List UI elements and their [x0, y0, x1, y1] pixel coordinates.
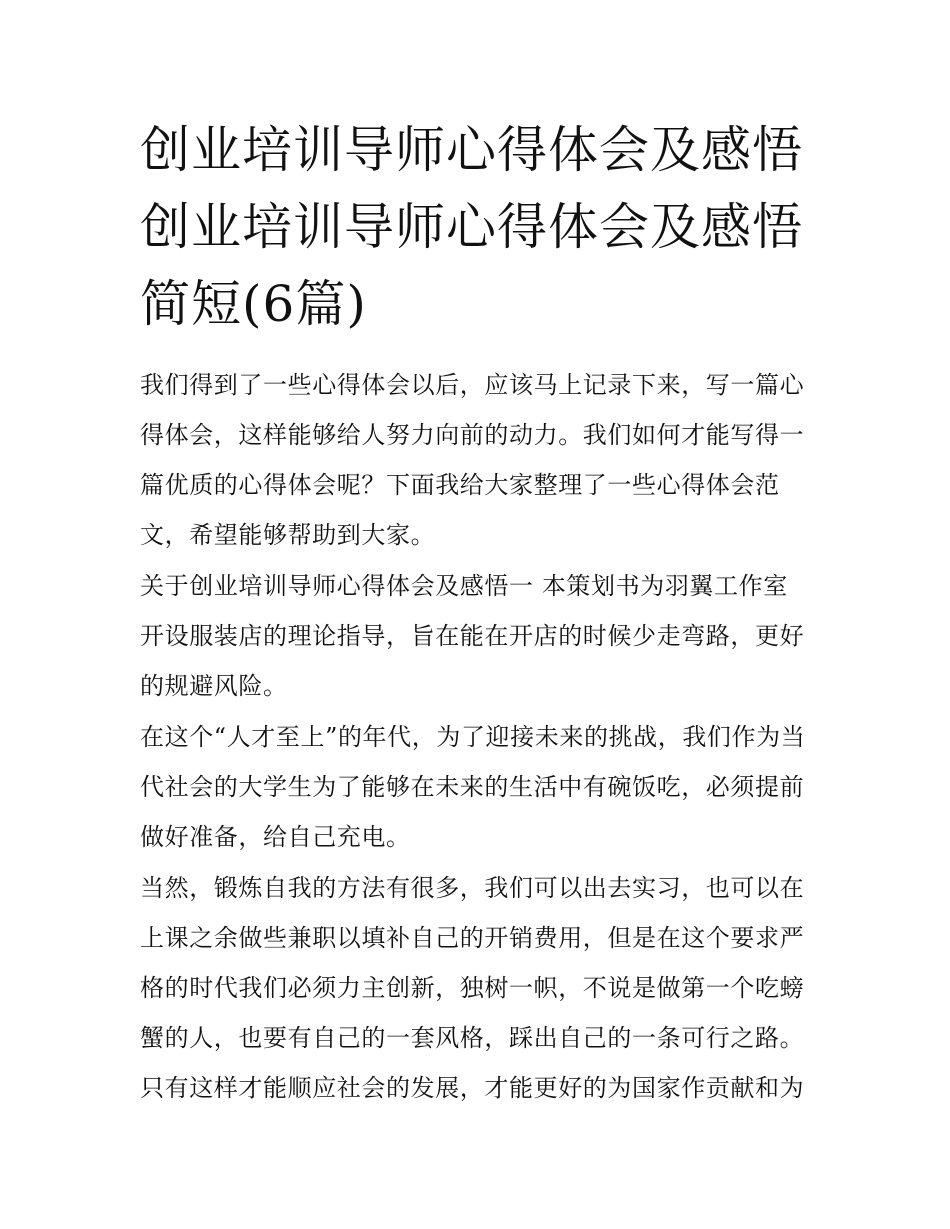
text-line: 做好准备，给自己充电。	[140, 823, 411, 851]
text-line: 文，希望能够帮助到大家。	[140, 521, 436, 549]
text-line: 开设服装店的理论指导，旨在能在开店的时候少走弯路，更好	[140, 622, 805, 650]
text-line: 上课之余做些兼职以填补自己的开销费用，但是在这个要求严	[140, 924, 805, 952]
intro-paragraph	[140, 360, 820, 560]
text-line: 关于创业培训导师心得体会及感悟一 本策划书为羽翼工作室	[140, 572, 788, 600]
text-line: 篇优质的心得体会呢？下面我给大家整理了一些心得体会范	[140, 471, 780, 499]
talent-era-paragraph	[140, 712, 820, 862]
text-line: 在这个“人才至上”的年代，为了迎接未来的挑战，我们作为当	[140, 723, 806, 751]
text-line: 格的时代我们必须力主创新，独树一帜，不说是做第一个吃螃	[140, 974, 805, 1002]
title-line: 创业培训导师心得体会及感悟	[140, 198, 803, 256]
title-line: 创业培训导师心得体会及感悟	[140, 121, 803, 179]
title-line: 简短(6篇)	[140, 275, 367, 333]
self-training-paragraph	[140, 863, 820, 1113]
text-line: 代社会的大学生为了能够在未来的生活中有碗饭吃，必须提前	[140, 773, 805, 801]
text-line: 的规避风险。	[140, 672, 288, 700]
text-line: 蟹的人，也要有自己的一套风格，踩出自己的一条可行之路。	[140, 1024, 805, 1052]
document-body	[140, 360, 820, 1114]
text-line: 当然，锻炼自我的方法有很多，我们可以出去实习，也可以在	[140, 874, 805, 902]
document-title	[140, 112, 820, 343]
text-line: 只有这样才能顺应社会的发展，才能更好的为国家作贡献和为	[140, 1074, 805, 1102]
section-one-paragraph	[140, 561, 820, 711]
text-line: 我们得到了一些心得体会以后，应该马上记录下来，写一篇心	[140, 371, 805, 399]
text-line: 得体会，这样能够给人努力向前的动力。我们如何才能写得一	[140, 421, 805, 449]
